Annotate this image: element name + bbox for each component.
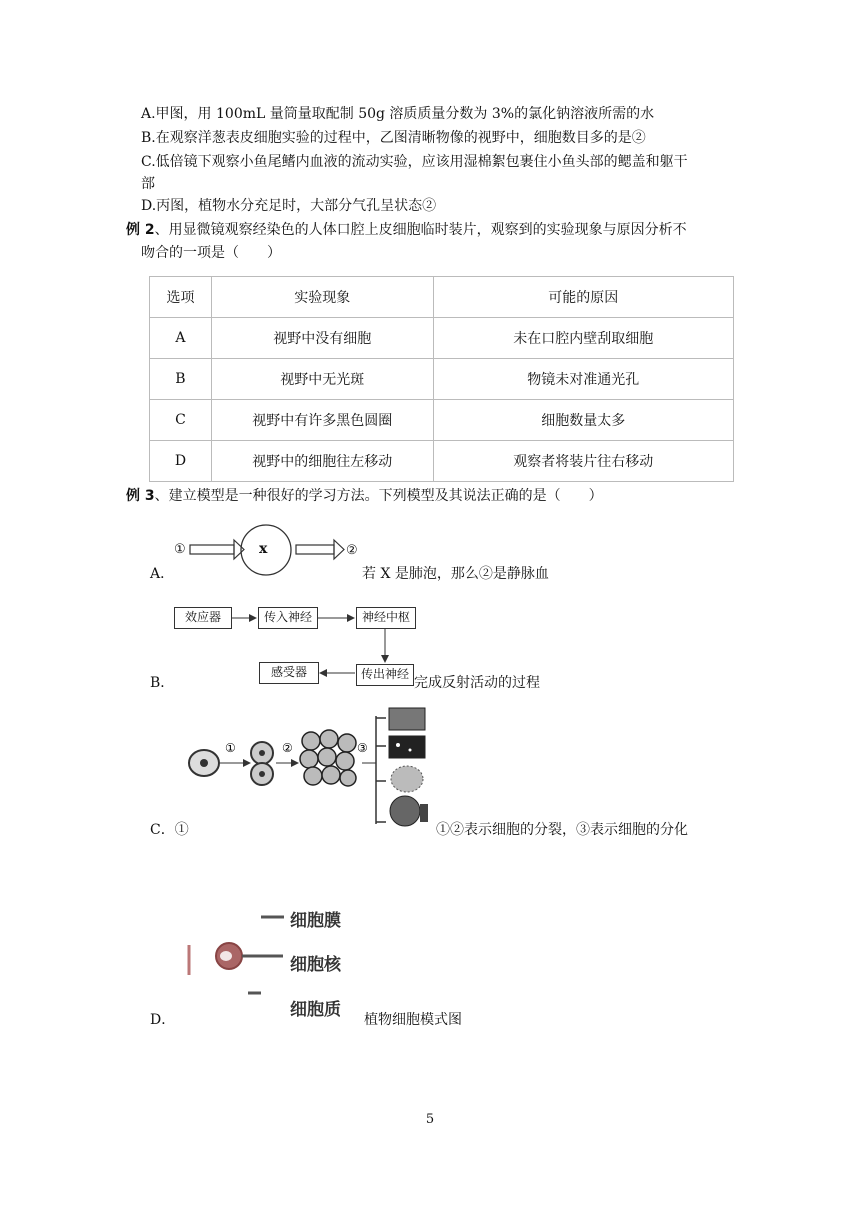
table-cell: 视野中有许多黑色圆圈 <box>211 400 433 441</box>
table-cell: A <box>150 318 212 359</box>
option-a-prev: A.甲图，用 100mL 量筒量取配制 50g 溶质质量分数为 3%的氯化钠溶液所需的水 <box>141 106 655 122</box>
label-cell-membrane: 细胞膜 <box>290 911 341 931</box>
tissue-1-icon <box>389 708 425 730</box>
header-cause: 可能的原因 <box>433 277 733 318</box>
question-3-text: 、建立模型是一种很好的学习方法。下列模型及其说法正确的是（ ） <box>154 488 603 504</box>
step-2-label: ② <box>282 741 293 755</box>
step-3-label: ③ <box>357 741 368 755</box>
table-cell: 观察者将装片往右移动 <box>433 441 733 482</box>
tissue-4-icon <box>390 796 420 826</box>
cell-model-diagram <box>180 905 300 1005</box>
option-a-letter: A． <box>150 566 175 582</box>
option-c-letter: C．① <box>150 822 189 838</box>
option-b-caption: 完成反射活动的过程 <box>414 675 540 691</box>
question-2-text: 、用显微镜观察经染色的人体口腔上皮细胞临时装片，观察到的实验现象与原因分析不 <box>154 222 687 238</box>
tissue-3-icon <box>391 766 423 792</box>
header-phenomenon: 实验现象 <box>211 277 433 318</box>
option-a-caption: 若 X 是肺泡，那么②是静脉血 <box>362 566 549 582</box>
table-cell: D <box>150 441 212 482</box>
question-2-label: 例 2 <box>126 222 155 238</box>
box-afferent-nerve: 传入神经 <box>258 607 318 629</box>
table-row <box>150 400 734 441</box>
question-3-line <box>126 486 603 506</box>
table-header-row <box>150 277 734 318</box>
step-1-label: ① <box>225 741 236 755</box>
label-nucleus: 细胞核 <box>290 955 341 975</box>
box-effector: 效应器 <box>174 607 232 629</box>
option-d-letter: D． <box>150 1012 176 1028</box>
table-cell: C <box>150 400 212 441</box>
box-receptor: 感受器 <box>259 662 319 684</box>
table-cell: 视野中的细胞往左移动 <box>211 441 433 482</box>
flow-in-label: ① <box>174 542 186 557</box>
question-2-line1 <box>126 220 687 240</box>
table-cell: 物镜未对准通光孔 <box>433 359 733 400</box>
question-3-label: 例 3 <box>126 488 155 504</box>
table-row <box>150 441 734 482</box>
experiment-table <box>149 276 734 482</box>
box-nerve-center: 神经中枢 <box>356 607 416 629</box>
option-d-prev: D.丙图，植物水分充足时，大部分气孔呈状态② <box>141 198 437 214</box>
table-cell: B <box>150 359 212 400</box>
option-c-prev-line1: C.低倍镜下观察小鱼尾鳍内血液的流动实验，应该用湿棉絮包裹住小鱼头部的鳃盖和躯干 <box>141 154 688 170</box>
cell-division-diagram <box>186 706 446 831</box>
box-efferent-nerve: 传出神经 <box>356 664 414 686</box>
table-row <box>150 359 734 400</box>
option-b-prev: B.在观察洋葱表皮细胞实验的过程中，乙图清晰物像的视野中，细胞数目多的是② <box>141 130 646 146</box>
label-cytoplasm: 细胞质 <box>290 1000 341 1020</box>
alveolus-x-label: x <box>259 541 268 557</box>
question-2-line2: 吻合的一项是（ ） <box>141 245 281 261</box>
alveolus-diagram <box>170 525 370 585</box>
option-c-caption: ①②表示细胞的分裂，③表示细胞的分化 <box>436 822 688 838</box>
flow-out-label: ② <box>346 543 358 558</box>
page-number: 5 <box>425 1112 435 1127</box>
option-b-letter: B． <box>150 675 175 691</box>
table-cell: 视野中没有细胞 <box>211 318 433 359</box>
table-cell: 细胞数量太多 <box>433 400 733 441</box>
table-cell: 未在口腔内壁刮取细胞 <box>433 318 733 359</box>
option-c-prev-line2: 部 <box>141 176 155 192</box>
option-d-caption: 植物细胞模式图 <box>364 1012 462 1028</box>
table-row <box>150 318 734 359</box>
header-option: 选项 <box>150 277 212 318</box>
table-cell: 视野中无光斑 <box>211 359 433 400</box>
